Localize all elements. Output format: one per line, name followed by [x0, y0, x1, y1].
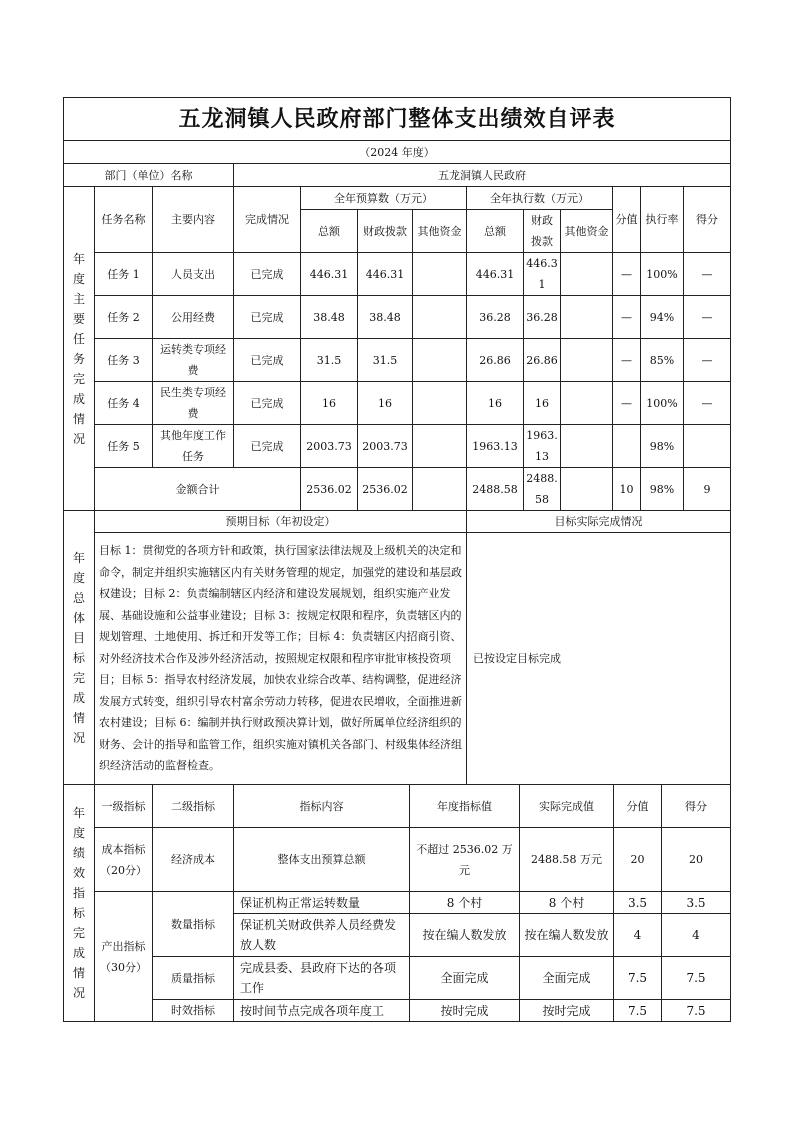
budget-total: 16 — [301, 382, 358, 425]
section2-side-label: 年度总体目标完成情况 — [64, 511, 95, 785]
actual-header: 目标实际完成情况 — [467, 511, 731, 533]
exec-total: 26.86 — [467, 339, 524, 382]
budget-other — [413, 296, 467, 339]
exec-fiscal: 446.31 — [524, 253, 561, 296]
indicator-row — [64, 892, 731, 914]
exec-rate: 100% — [641, 382, 684, 425]
indicator-row — [64, 957, 731, 1000]
indicator-target: 按时完成 — [410, 1000, 520, 1022]
dept-value: 五龙洞镇人民政府 — [234, 164, 731, 187]
task-content: 公用经费 — [153, 296, 234, 339]
indicator-value: 4 — [614, 914, 662, 957]
budget-fiscal: 446.31 — [358, 253, 413, 296]
budget-other — [413, 339, 467, 382]
header-actual: 实际完成值 — [520, 785, 614, 828]
section1-side-label: 年度主要任务完成情况 — [64, 187, 95, 511]
budget-fiscal: 31.5 — [358, 339, 413, 382]
header-value: 分值 — [614, 785, 662, 828]
header-exec-fiscal: 财政拨款 — [524, 210, 561, 253]
header-exec-total: 总额 — [467, 210, 524, 253]
exec-other — [561, 425, 613, 468]
level1-output: 产出指标（30分） — [95, 892, 153, 1022]
budget-total: 31.5 — [301, 339, 358, 382]
header-budget-other: 其他资金 — [413, 210, 467, 253]
task-table — [63, 97, 731, 511]
actual-goals-text: 已按设定目标完成 — [467, 533, 731, 785]
exec-other — [561, 382, 613, 425]
task-content: 运转类专项经费 — [153, 339, 234, 382]
indicator-score: 7.5 — [662, 957, 731, 1000]
task-name: 任务 4 — [95, 382, 153, 425]
header-exec-rate: 执行率 — [641, 187, 684, 253]
task-status: 已完成 — [234, 253, 301, 296]
header-target: 年度指标值 — [410, 785, 520, 828]
indicator-content: 按时间节点完成各项年度工 — [234, 1000, 410, 1022]
exec-total: 2488.58 — [467, 468, 524, 511]
task-content: 民生类专项经费 — [153, 382, 234, 425]
exec-total: 16 — [467, 382, 524, 425]
exec-other — [561, 468, 613, 511]
task-status: 已完成 — [234, 296, 301, 339]
header-budget-fiscal: 财政拨款 — [358, 210, 413, 253]
exec-other — [561, 253, 613, 296]
task-content: 人员支出 — [153, 253, 234, 296]
header-score-value: 分值 — [613, 187, 641, 253]
exec-fiscal: 36.28 — [524, 296, 561, 339]
score: — — [684, 296, 731, 339]
indicator-value: 3.5 — [614, 892, 662, 914]
level2-quality: 质量指标 — [153, 957, 234, 1000]
exec-fiscal: 26.86 — [524, 339, 561, 382]
exec-total: 446.31 — [467, 253, 524, 296]
indicator-actual: 2488.58 万元 — [520, 828, 614, 892]
exec-rate: 85% — [641, 339, 684, 382]
score: — — [684, 339, 731, 382]
total-label: 金额合计 — [95, 468, 301, 511]
header-score: 得分 — [684, 187, 731, 253]
task-content: 其他年度工作任务 — [153, 425, 234, 468]
exec-rate: 98% — [641, 425, 684, 468]
budget-other — [413, 253, 467, 296]
budget-fiscal: 16 — [358, 382, 413, 425]
header-score: 得分 — [662, 785, 731, 828]
task-name: 任务 5 — [95, 425, 153, 468]
dept-label: 部门（单位）名称 — [64, 164, 234, 187]
header-level1: 一级指标 — [95, 785, 153, 828]
indicator-table — [63, 784, 731, 1022]
goals-table — [63, 510, 731, 785]
budget-total: 2536.02 — [301, 468, 358, 511]
total-row — [64, 468, 731, 511]
score: — — [684, 382, 731, 425]
budget-fiscal: 2536.02 — [358, 468, 413, 511]
exec-rate: 100% — [641, 253, 684, 296]
budget-total: 2003.73 — [301, 425, 358, 468]
exec-other — [561, 339, 613, 382]
year-label: （2024 年度） — [64, 141, 731, 164]
exec-fiscal: 16 — [524, 382, 561, 425]
score: 9 — [684, 468, 731, 511]
expected-header: 预期目标（年初设定） — [95, 511, 467, 533]
score-value: 10 — [613, 468, 641, 511]
budget-fiscal: 38.48 — [358, 296, 413, 339]
header-indicator-content: 指标内容 — [234, 785, 410, 828]
indicator-score: 7.5 — [662, 1000, 731, 1022]
exec-other — [561, 296, 613, 339]
exec-rate: 98% — [641, 468, 684, 511]
indicator-target: 按在编人数发放 — [410, 914, 520, 957]
page-title: 五龙洞镇人民政府部门整体支出绩效自评表 — [64, 98, 731, 141]
indicator-target: 全面完成 — [410, 957, 520, 1000]
score-value: — — [613, 382, 641, 425]
indicator-actual: 全面完成 — [520, 957, 614, 1000]
table-row — [64, 253, 731, 296]
indicator-row — [64, 828, 731, 892]
level2-cost: 经济成本 — [153, 828, 234, 892]
header-level2: 二级指标 — [153, 785, 234, 828]
score-value: — — [613, 253, 641, 296]
task-name: 任务 1 — [95, 253, 153, 296]
score-value: — — [613, 339, 641, 382]
indicator-content: 完成县委、县政府下达的各项工作 — [234, 957, 410, 1000]
indicator-value: 20 — [614, 828, 662, 892]
exec-rate: 94% — [641, 296, 684, 339]
header-status: 完成情况 — [234, 187, 301, 253]
task-status: 已完成 — [234, 425, 301, 468]
budget-other — [413, 425, 467, 468]
exec-fiscal: 1963.13 — [524, 425, 561, 468]
exec-fiscal: 2488.58 — [524, 468, 561, 511]
indicator-score: 3.5 — [662, 892, 731, 914]
exec-total: 1963.13 — [467, 425, 524, 468]
budget-total: 38.48 — [301, 296, 358, 339]
table-row — [64, 339, 731, 382]
indicator-actual: 8 个村 — [520, 892, 614, 914]
score-value — [613, 425, 641, 468]
header-exec-group: 全年执行数（万元） — [467, 187, 613, 210]
budget-other — [413, 382, 467, 425]
indicator-score: 4 — [662, 914, 731, 957]
task-name: 任务 3 — [95, 339, 153, 382]
task-name: 任务 2 — [95, 296, 153, 339]
indicator-row — [64, 1000, 731, 1022]
budget-total: 446.31 — [301, 253, 358, 296]
header-budget-group: 全年预算数（万元） — [301, 187, 467, 210]
indicator-score: 20 — [662, 828, 731, 892]
table-row — [64, 382, 731, 425]
indicator-content: 整体支出预算总额 — [234, 828, 410, 892]
level1-cost: 成本指标（20分） — [95, 828, 153, 892]
evaluation-sheet — [63, 97, 730, 1022]
exec-total: 36.28 — [467, 296, 524, 339]
task-status: 已完成 — [234, 339, 301, 382]
budget-other — [413, 468, 467, 511]
header-exec-other: 其他资金 — [561, 210, 613, 253]
indicator-actual: 按在编人数发放 — [520, 914, 614, 957]
indicator-target: 不超过 2536.02 万元 — [410, 828, 520, 892]
score: — — [684, 253, 731, 296]
indicator-value: 7.5 — [614, 957, 662, 1000]
score — [684, 425, 731, 468]
score-value: — — [613, 296, 641, 339]
header-task-name: 任务名称 — [95, 187, 153, 253]
table-row — [64, 425, 731, 468]
expected-goals-text: 目标 1：贯彻党的各项方针和政策，执行国家法律法规及上级机关的决定和命令，制定并组织实施辖区内有关财务管理的规定，加强党的建设和基层政权建设；目标 2：负责编制辖区内经济和建设发展规划，组织实施产业发展、基础设施和公益事业建设；目标 3：按规定权限和程序，负责辖区内的规划管理、土地使用、拆迁和开发等工作；目标 4：负责辖区内招商引资、对外经济技术合作及涉外经济活动，按照规定权限和程序审批审核投资项目；目标 5：指导农村经济发展，加快农业综合改革、结构调整，促进经济发展方式转变，组织引导农村富余劳动力转移，促进农民增收，全面推进新农村建设；目标 6：编制并执行财政预决算计划，做好所属单位经济组织的财务、会计的指导和监管工作，组织实施对镇机关各部门、村级集体经济组织经济活动的监督检查。 — [95, 533, 467, 785]
budget-fiscal: 2003.73 — [358, 425, 413, 468]
section3-side-label: 年度绩效指标完成情况 — [64, 785, 95, 1022]
task-status: 已完成 — [234, 382, 301, 425]
indicator-content: 保证机关财政供养人员经费发放人数 — [234, 914, 410, 957]
indicator-value: 7.5 — [614, 1000, 662, 1022]
header-budget-total: 总额 — [301, 210, 358, 253]
header-content: 主要内容 — [153, 187, 234, 253]
level2-quantity: 数量指标 — [153, 892, 234, 957]
indicator-target: 8 个村 — [410, 892, 520, 914]
indicator-content: 保证机构正常运转数量 — [234, 892, 410, 914]
level2-timeliness: 时效指标 — [153, 1000, 234, 1022]
indicator-actual: 按时完成 — [520, 1000, 614, 1022]
table-row — [64, 296, 731, 339]
